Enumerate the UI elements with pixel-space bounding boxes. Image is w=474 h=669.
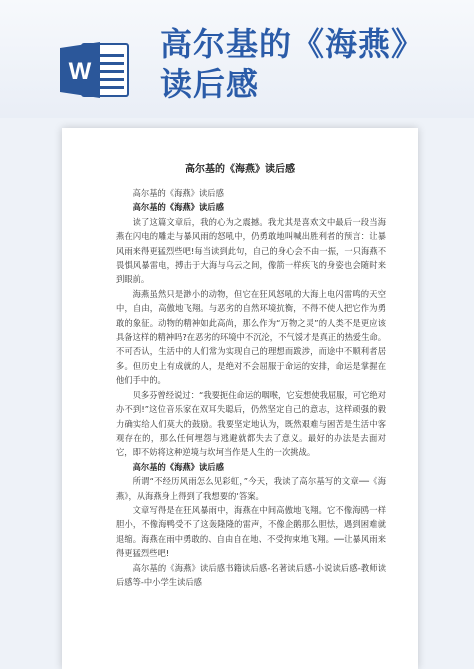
paragraph: 文章写得是在狂风暴雨中，海燕在中间高傲地飞翔。它不像海鸥一样胆小，不像海鸭受不了这轰隆隆的雷声，不像企鹅那么胆怯，遇到困难就退缩。海燕在雨中勇敢的、自由自在地、不受拘束地飞翔。──让暴风雨来得更猛烈些吧! [116,504,386,559]
paragraph: 读了这篇文章后，我的心为之震撼。我尤其是喜欢文中最后一段当海燕在闪电的雕走与暴风雨的怒吼中，仍勇敢地叫喊出胜利者的预言：让暴风雨来得更猛烈些吧!每当读到此句，自己的身心会不由一振，一只海燕不畏惧风暴雷电，搏击于大海与乌云之间，像箭一样疾飞的身姿也会随时来到眼前。 [116,216,386,285]
word-logo-letter: W [68,58,92,85]
section-heading: 高尔基的《海燕》读后感 [132,202,224,213]
document-title: 高尔基的《海燕》读后感 [185,164,295,175]
banner-title [160,24,460,104]
word-icon [60,40,130,100]
document-page [62,128,418,669]
section-heading: 高尔基的《海燕》读后感 [132,461,224,472]
paragraph: 贝多芬曾经说过：“我要扼住命运的咽喉，它妄想使我屈服，可它绝对办不到!”这位音乐家在双耳失聪后，仍然坚定自己的意志，这样顽强的毅力确实给人们莫大的鼓励。我要坚定地认为，既然艰难与困苦是生活中客观存在的，那么任何埋怨与逃避就都失去了意义。最好的办法是去面对它，即不妨将这种逆境与坎坷当作是人生的一次挑战。 [116,389,386,458]
paragraph: 所谓“不经历风雨怎么见彩虹，”今天，我读了高尔基写的文章──《海燕》，从海燕身上得到了我想要的‘答案。 [116,476,386,501]
banner [0,0,474,118]
paragraph: 高尔基的《海燕》读后感 [132,188,224,198]
paragraph: 海燕虽然只是渺小的动物，但它在狂风怒吼的大海上电闪雷鸣的天空中，自由，高傲地飞翔。与恶劣的自然环境抗衡，不得不使人把它作为勇敢的象征。动物的精神如此高尚，那么作为“万物之灵”的人类不是更应该具备这样的精神吗?在恶劣的环境中不沉沦，不气馁才是真正的热爱生命。不可否认，生活中的人们常为实现自己的理想而跋涉，而途中不顺利者居多。但历史上有成就的人，是绝对不会屈服于命运的安排，命运是掌握在他们手中的。 [116,288,386,386]
banner-title-line-2: 读后感 [160,65,260,103]
paragraph: 高尔基的《海燕》读后感书籍读后感-名著读后感-小说读后感-教师读后感等-中小学生读后感 [116,562,386,587]
document-body [116,186,386,589]
banner-title-line-1: 高尔基的《海燕》 [160,25,425,63]
